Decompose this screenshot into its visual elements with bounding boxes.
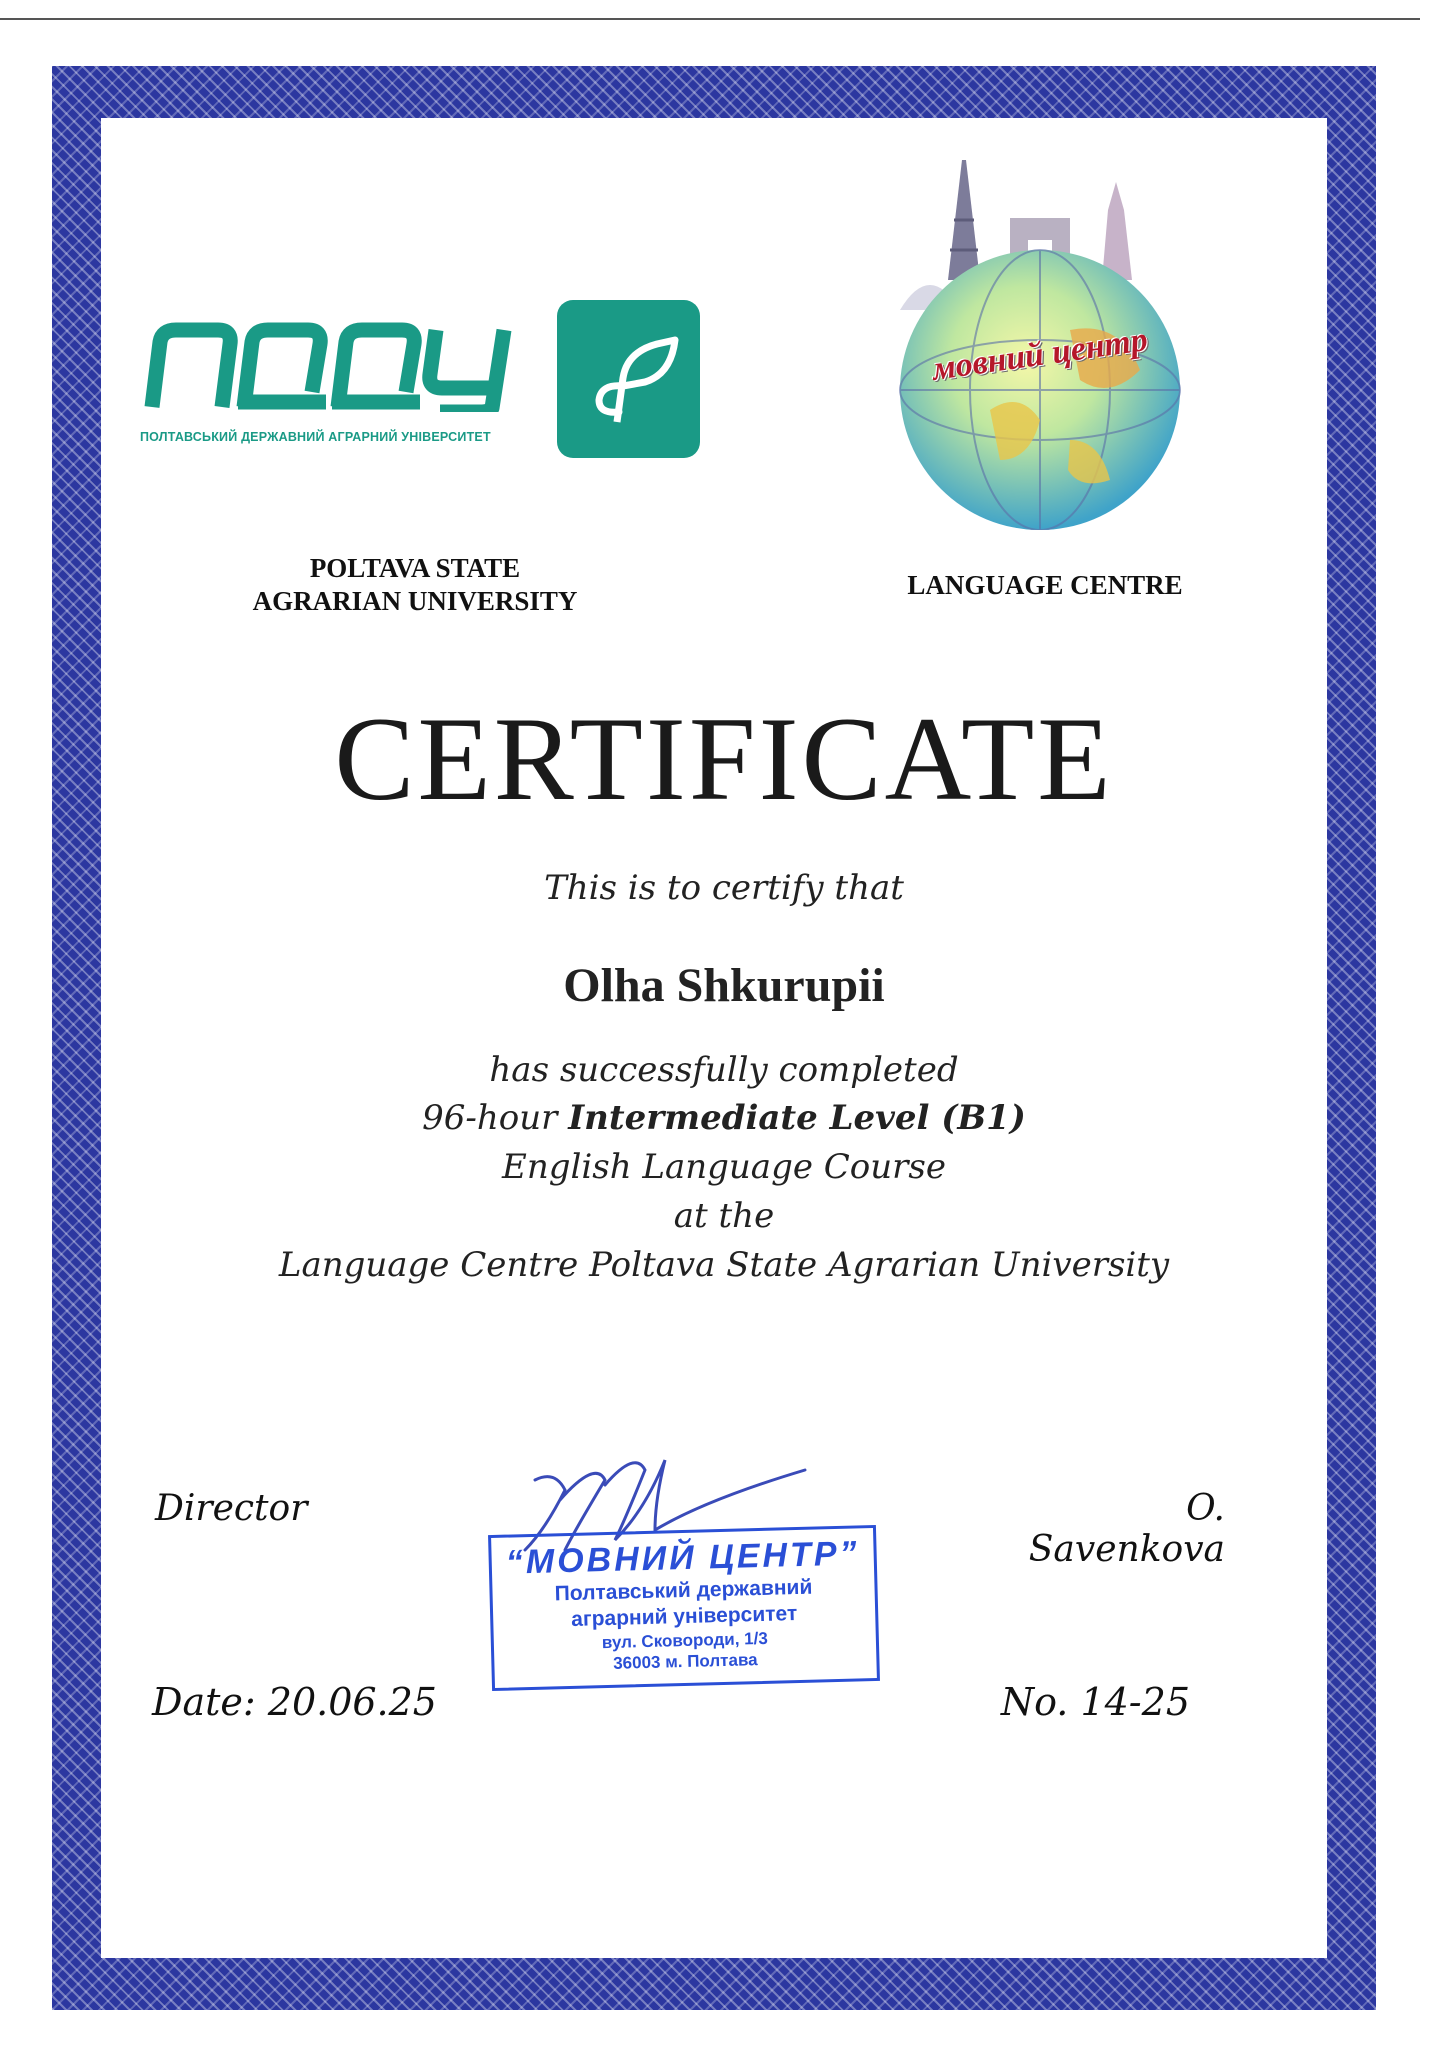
certify-text: This is to certify that: [544, 868, 904, 908]
certificate-title: CERTIFICATE: [334, 692, 1114, 825]
stamp-line-4: 36003 м. Полтава: [612, 1650, 758, 1673]
pdau-wordmark-graphic: [140, 312, 530, 412]
stamp-line-1: Полтавський державний: [554, 1575, 813, 1606]
issue-date: Date: 20.06.25: [152, 1680, 437, 1724]
language-centre-logo: [870, 160, 1210, 530]
completed-text: has successfully completed: [489, 1050, 959, 1090]
signatory-name: O. Savenkova: [1028, 1488, 1225, 1570]
leaf-icon: [557, 300, 700, 458]
official-stamp: [488, 1525, 880, 1691]
director-label: Director: [155, 1488, 308, 1529]
university-name: [235, 552, 595, 618]
stamp-line-2: аграрний університет: [570, 1602, 798, 1631]
course-name: English Language Course: [502, 1147, 946, 1187]
course-hours-level: [0, 1098, 1448, 1138]
stamp-title: “МОВНИЙ ЦЕНТР”: [505, 1534, 860, 1582]
at-text: at the: [673, 1196, 775, 1236]
certificate-number: No. 14-25: [1000, 1680, 1190, 1724]
course-hours: 96-hour: [422, 1098, 558, 1138]
institution-text: Language Centre Poltava State Agrarian University: [278, 1245, 1170, 1285]
university-line-1: POLTAVA STATE: [309, 553, 521, 583]
pdau-logo: [140, 300, 705, 460]
centre-name: LANGUAGE CENTRE: [907, 570, 1183, 600]
stamp-line-3: вул. Сковороди, 1/3: [601, 1628, 769, 1653]
top-rule: [0, 18, 1420, 20]
language-centre-caption: мовний центр: [929, 321, 1150, 388]
university-line-2: AGRARIAN UNIVERSITY: [252, 586, 578, 616]
pdau-tagline: ПОЛТАВСЬКИЙ ДЕРЖАВНИЙ АГРАРНИЙ УНІВЕРСИТЕТ: [140, 430, 491, 444]
course-level: Intermediate Level (B1): [568, 1098, 1026, 1138]
recipient-name: Olha Shkurupii: [563, 959, 885, 1012]
